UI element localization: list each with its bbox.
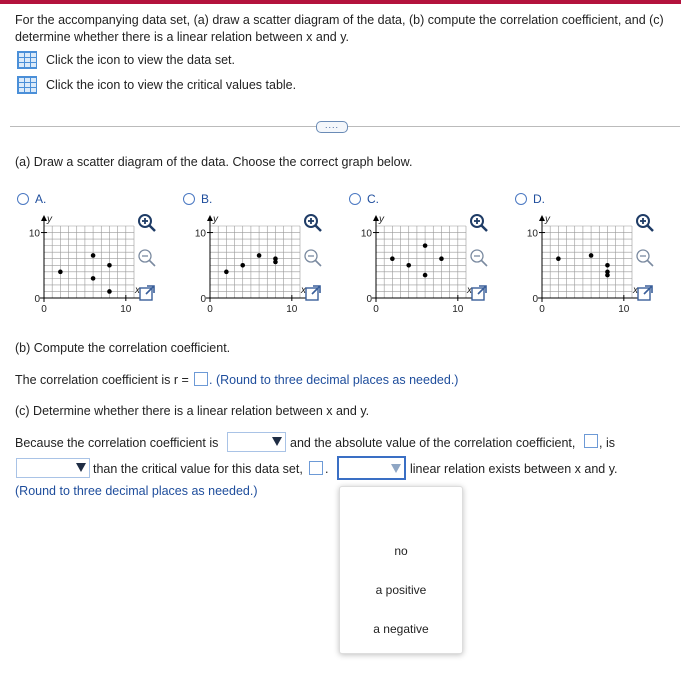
part-c-sentence-1: Because the correlation coefficient is	[15, 436, 219, 450]
part-c-sentence-4: than the critical value for this data set,	[93, 462, 303, 476]
x-zero-label: 0	[41, 304, 47, 315]
y-zero-label: 0	[532, 294, 538, 305]
data-point	[423, 243, 428, 248]
x-zero-label: 0	[207, 304, 213, 315]
dropdown-arrow-icon	[272, 437, 282, 446]
data-point	[91, 276, 96, 281]
part-b-heading: (b) Compute the correlation coefficient.	[15, 341, 231, 355]
critical-value-box[interactable]	[309, 461, 323, 475]
data-point	[240, 263, 245, 268]
zoom-out-icon[interactable]	[137, 248, 157, 268]
x-axis-label: x	[135, 285, 140, 296]
option-c[interactable]	[349, 192, 379, 206]
dropdown-arrow-icon	[391, 464, 401, 473]
top-accent-bar	[0, 0, 681, 4]
zoom-out-icon[interactable]	[635, 248, 655, 268]
zoom-out-icon[interactable]	[303, 248, 323, 268]
data-point	[390, 256, 395, 261]
part-c-period: .	[325, 462, 329, 476]
y-zero-label: 0	[366, 294, 372, 305]
r-answer-box[interactable]	[194, 372, 208, 386]
part-c-sentence-2: and the absolute value of the correlation coefficient,	[290, 436, 576, 450]
y-axis-label: y	[47, 214, 52, 225]
data-point	[91, 253, 96, 258]
open-external-icon[interactable]	[303, 283, 323, 303]
relation-dropdown-menu	[339, 486, 463, 654]
y-axis-label: y	[379, 214, 384, 225]
part-c-sentence-6: linear relation exists between x and y.	[410, 462, 618, 476]
part-a-prompt: (a) Draw a scatter diagram of the data. Choose the correct graph below.	[15, 155, 413, 169]
x-axis-label: x	[633, 285, 638, 296]
part-c-heading: (c) Determine whether there is a linear relation between x and y.	[15, 404, 370, 418]
dropdown-option-no[interactable]: no	[394, 544, 408, 558]
grid	[542, 226, 632, 298]
abs-r-answer-box[interactable]	[584, 434, 598, 448]
option-d-label: D.	[533, 192, 545, 206]
data-set-link-text: Click the icon to view the data set.	[46, 53, 235, 67]
question-line-2: determine whether there is a linear relation between x and y.	[15, 30, 349, 44]
x-tick-label: 10	[120, 304, 132, 315]
option-a-label: A.	[35, 192, 47, 206]
dropdown-arrow-icon	[76, 463, 86, 472]
y-zero-label: 0	[34, 294, 40, 305]
comparison-select[interactable]	[16, 458, 90, 478]
data-point	[605, 270, 610, 275]
data-point	[406, 263, 411, 268]
data-point	[257, 253, 262, 258]
y-tick-label: 10	[194, 228, 206, 240]
part-c-sentence-3: , is	[599, 436, 615, 450]
data-point	[58, 270, 63, 275]
data-point	[224, 270, 229, 275]
zoom-in-icon[interactable]	[635, 213, 655, 233]
data-point	[589, 253, 594, 258]
y-axis-label: y	[545, 214, 550, 225]
radio-d[interactable]	[515, 193, 527, 205]
dropdown-option-positive[interactable]: a positive	[375, 583, 427, 597]
zoom-in-icon[interactable]	[303, 213, 323, 233]
open-external-icon[interactable]	[137, 283, 157, 303]
radio-b[interactable]	[183, 193, 195, 205]
critical-values-link[interactable]	[17, 76, 296, 94]
table-icon[interactable]	[17, 76, 37, 94]
radio-c[interactable]	[349, 193, 361, 205]
table-icon[interactable]	[17, 51, 37, 69]
grid	[376, 226, 466, 298]
option-a[interactable]	[17, 192, 46, 206]
y-tick-label: 10	[526, 228, 538, 240]
x-tick-label: 10	[618, 304, 630, 315]
question-line-1: For the accompanying data set, (a) draw a scatter diagram of the data, (b) compute the correlation coefficient, and (c)	[15, 13, 664, 27]
data-point	[273, 256, 278, 261]
x-axis-label: x	[301, 285, 306, 296]
y-axis-label: y	[213, 214, 218, 225]
data-point	[107, 263, 112, 268]
zoom-out-icon[interactable]	[469, 248, 489, 268]
relation-select[interactable]	[337, 456, 406, 480]
grid	[44, 226, 134, 298]
grid	[210, 226, 300, 298]
data-point	[423, 273, 428, 278]
x-axis-label: x	[467, 285, 472, 296]
critical-values-link-text: Click the icon to view the critical values table.	[46, 78, 297, 92]
dropdown-option-negative[interactable]: a negative	[373, 622, 429, 636]
radio-a[interactable]	[17, 193, 29, 205]
expand-more-button[interactable]: ....	[316, 121, 348, 133]
y-tick-label: 10	[360, 228, 372, 240]
part-c-hint: (Round to three decimal places as needed.)	[15, 484, 258, 498]
option-b[interactable]	[183, 192, 212, 206]
option-b-label: B.	[201, 192, 213, 206]
sign-select[interactable]	[227, 432, 286, 452]
x-zero-label: 0	[373, 304, 379, 315]
data-point	[439, 256, 444, 261]
y-tick-label: 10	[28, 228, 40, 240]
open-external-icon[interactable]	[635, 283, 655, 303]
open-external-icon[interactable]	[469, 283, 489, 303]
part-b-prefix: The correlation coefficient is r =	[15, 373, 189, 387]
part-b-hint: . (Round to three decimal places as needed.)	[209, 373, 459, 387]
data-set-link[interactable]	[17, 51, 235, 69]
option-d[interactable]	[515, 192, 545, 206]
zoom-in-icon[interactable]	[137, 213, 157, 233]
question-text	[15, 12, 675, 46]
zoom-in-icon[interactable]	[469, 213, 489, 233]
y-zero-label: 0	[200, 294, 206, 305]
data-point	[556, 256, 561, 261]
option-c-label: C.	[367, 192, 379, 206]
x-tick-label: 10	[452, 304, 464, 315]
x-zero-label: 0	[539, 304, 545, 315]
data-point	[605, 263, 610, 268]
x-tick-label: 10	[286, 304, 298, 315]
data-point	[107, 289, 112, 294]
